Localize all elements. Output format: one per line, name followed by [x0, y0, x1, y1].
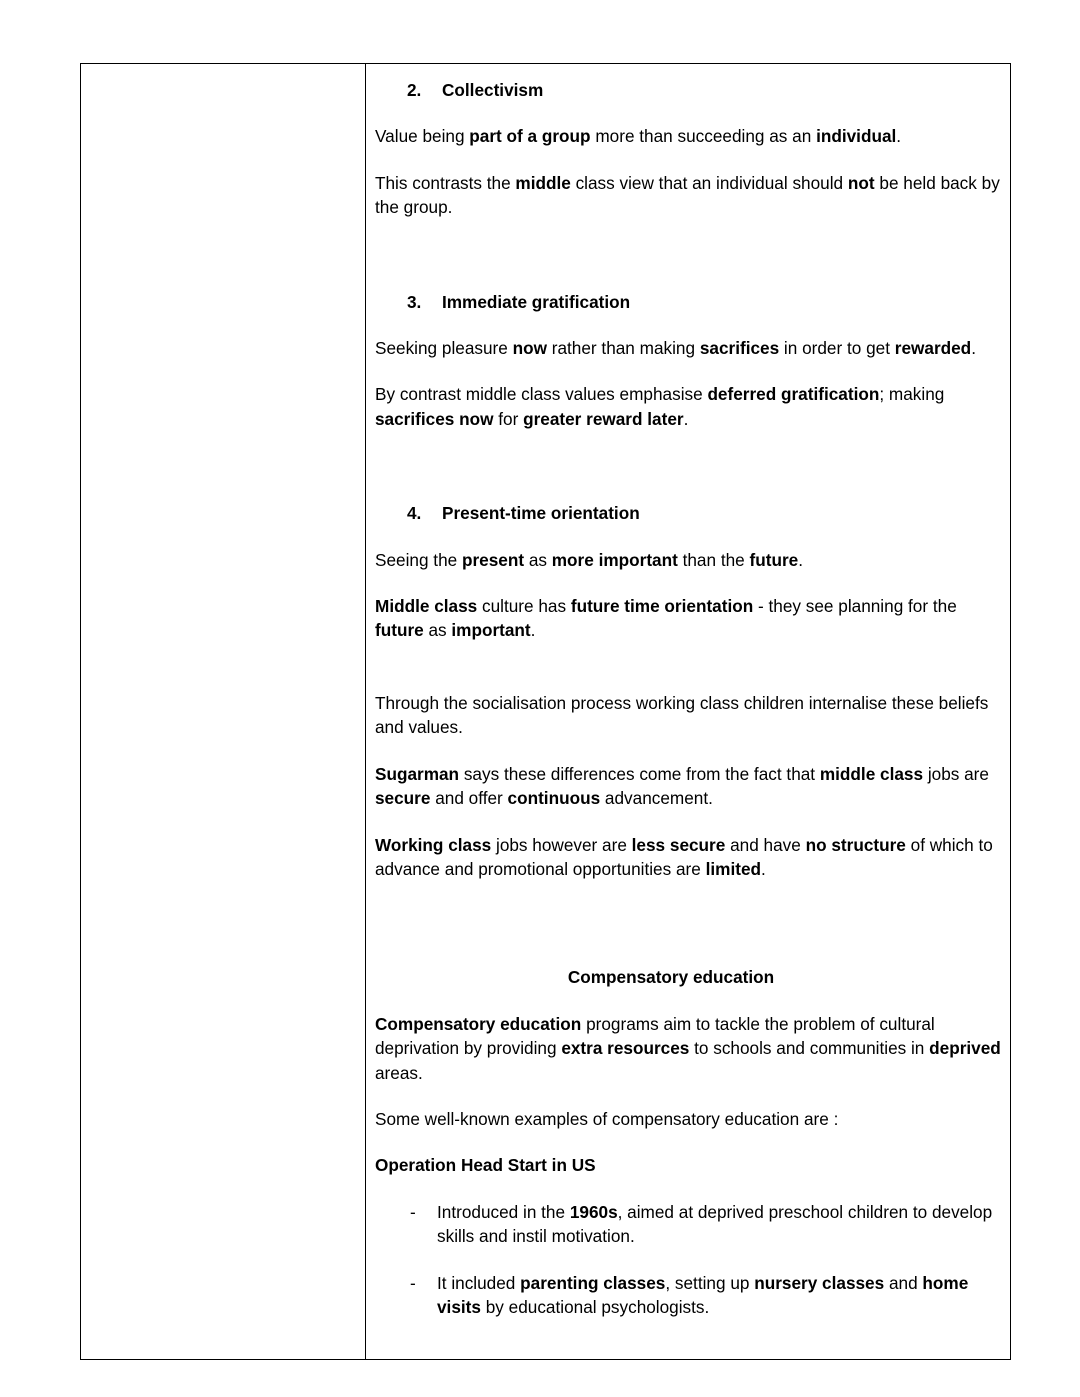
- emphasis-run: present: [461, 549, 525, 570]
- left-column-content: [81, 64, 365, 96]
- text-run: be held back by the group.: [375, 172, 1000, 218]
- list-item-text: [437, 1200, 1001, 1249]
- text-run: Seeking pleasure: [375, 338, 513, 359]
- text-run: rather than making: [546, 338, 700, 359]
- emphasis-run: future: [749, 549, 799, 570]
- text-run: By contrast middle class values emphasise: [375, 384, 708, 405]
- heading-text: Collectivism: [442, 80, 544, 100]
- emphasis-run: Working class: [375, 834, 492, 855]
- emphasis-run: parenting classes: [520, 1272, 666, 1293]
- text-run: This contrasts the: [375, 172, 516, 193]
- text-run: Through the socialisation process working class children internalise these beliefs and values.: [375, 692, 989, 738]
- emphasis-run: sacrifices now: [375, 408, 494, 429]
- emphasis-run: rewarded: [894, 338, 972, 359]
- section-heading-centered: Compensatory education: [567, 967, 775, 988]
- text-run: as: [423, 620, 452, 641]
- numbered-heading: [375, 290, 1001, 314]
- vertical-spacer: [375, 665, 1001, 691]
- body-paragraph: [375, 594, 1001, 643]
- text-run: , setting up: [665, 1272, 755, 1293]
- body-paragraph: [375, 833, 1001, 882]
- vertical-spacer: [375, 453, 1001, 501]
- emphasis-run: less secure: [631, 834, 726, 855]
- text-run: in order to get: [779, 338, 895, 359]
- text-run: more than succeeding as an: [590, 126, 817, 147]
- emphasis-run: important: [451, 620, 531, 641]
- text-run: jobs however are: [491, 834, 632, 855]
- text-run: culture has: [477, 596, 571, 617]
- text-run: .: [798, 549, 803, 570]
- emphasis-run: secure: [375, 788, 431, 809]
- emphasis-run: not: [847, 172, 875, 193]
- emphasis-run: continuous: [507, 788, 601, 809]
- heading-text: Immediate gratification: [442, 291, 631, 312]
- emphasis-run: middle: [515, 172, 571, 193]
- text-run: - they see planning for the: [753, 596, 957, 617]
- numbered-heading: [375, 78, 1001, 102]
- heading-text: Present-time orientation: [442, 503, 640, 524]
- table-cell-right-content: [366, 64, 1011, 1360]
- text-run: of which to advance and promotional opportunities are: [375, 834, 993, 879]
- text-run: , aimed at deprived preschool children to develop skills and instil motivation.: [437, 1201, 993, 1247]
- dash-bullet-icon: -: [410, 1272, 416, 1293]
- body-paragraph: [375, 382, 1001, 431]
- vertical-spacer: [375, 242, 1001, 290]
- body-paragraph: [375, 124, 1001, 148]
- text-run: programs aim to tackle the problem of cultural deprivation by providing: [375, 1013, 935, 1059]
- heading-number: 4.: [407, 503, 422, 524]
- emphasis-run: deprived: [929, 1038, 1001, 1059]
- text-run: and have: [725, 834, 806, 855]
- body-paragraph: [375, 548, 1001, 572]
- text-run: for: [493, 408, 524, 429]
- text-run: .: [683, 408, 689, 429]
- text-run: and offer: [430, 788, 508, 809]
- emphasis-run: now: [512, 338, 547, 359]
- text-run: to schools and communities in: [689, 1038, 930, 1059]
- text-run: areas.: [375, 1062, 423, 1083]
- text-run: than the: [677, 549, 750, 570]
- text-run: by educational psychologists.: [480, 1296, 710, 1317]
- table-cell-left-empty: [81, 64, 366, 1360]
- emphasis-run: middle class: [819, 763, 924, 784]
- text-run: .: [530, 620, 536, 641]
- heading-number: 2.: [407, 80, 422, 100]
- emphasis-run: individual: [816, 126, 897, 147]
- emphasis-run: part of a group: [469, 126, 591, 147]
- emphasis-run: Sugarman: [375, 763, 460, 784]
- text-run: .: [971, 338, 976, 359]
- text-run: .: [896, 126, 902, 147]
- emphasis-run: future: [375, 620, 424, 641]
- emphasis-run: sacrifices: [699, 338, 780, 359]
- heading-number: 3.: [407, 291, 422, 312]
- list-item: [375, 1271, 1001, 1320]
- text-run: Seeing the: [375, 549, 462, 570]
- text-run: as: [524, 549, 552, 570]
- text-run: .: [761, 858, 766, 879]
- emphasis-run: no structure: [805, 834, 906, 855]
- dash-bullet-icon: -: [410, 1201, 416, 1222]
- text-run: Value being: [375, 126, 470, 147]
- subsection-heading: Operation Head Start in US: [375, 1155, 596, 1176]
- emphasis-run: Middle class: [375, 596, 478, 617]
- vertical-spacer: [375, 903, 1001, 965]
- emphasis-run: extra resources: [561, 1038, 690, 1059]
- text-run: ; making: [879, 384, 945, 405]
- right-column-content: [366, 64, 1010, 1359]
- text-run: says these differences come from the fact that: [459, 763, 820, 784]
- notes-table: [80, 63, 1011, 1360]
- emphasis-run: nursery classes: [754, 1272, 885, 1293]
- body-paragraph: [375, 691, 1001, 740]
- text-run: Some well-known examples of compensatory education are :: [375, 1108, 839, 1129]
- emphasis-run: deferred gratification: [707, 384, 880, 405]
- list-item-text: [437, 1271, 1001, 1320]
- table-row: [81, 64, 1011, 1360]
- body-paragraph: [375, 336, 1001, 360]
- body-paragraph: [375, 171, 1001, 220]
- emphasis-run: future time orientation: [570, 596, 754, 617]
- text-run: and: [884, 1272, 923, 1293]
- numbered-heading: [375, 501, 1001, 525]
- emphasis-run: limited: [705, 858, 761, 879]
- text-run: class view that an individual should: [570, 172, 848, 193]
- emphasis-run: home visits: [437, 1272, 969, 1317]
- list-item: [375, 1200, 1001, 1249]
- emphasis-run: 1960s: [569, 1201, 618, 1222]
- emphasis-run: Compensatory education: [375, 1013, 582, 1034]
- emphasis-run: greater reward later: [523, 408, 684, 429]
- text-run: It included: [437, 1272, 521, 1293]
- body-paragraph: [375, 1107, 1001, 1131]
- emphasis-run: more important: [551, 549, 678, 570]
- body-paragraph: [375, 1012, 1001, 1085]
- text-run: advancement.: [600, 788, 713, 809]
- text-run: Introduced in the: [437, 1201, 570, 1222]
- text-run: jobs are: [923, 763, 989, 784]
- body-paragraph: [375, 762, 1001, 811]
